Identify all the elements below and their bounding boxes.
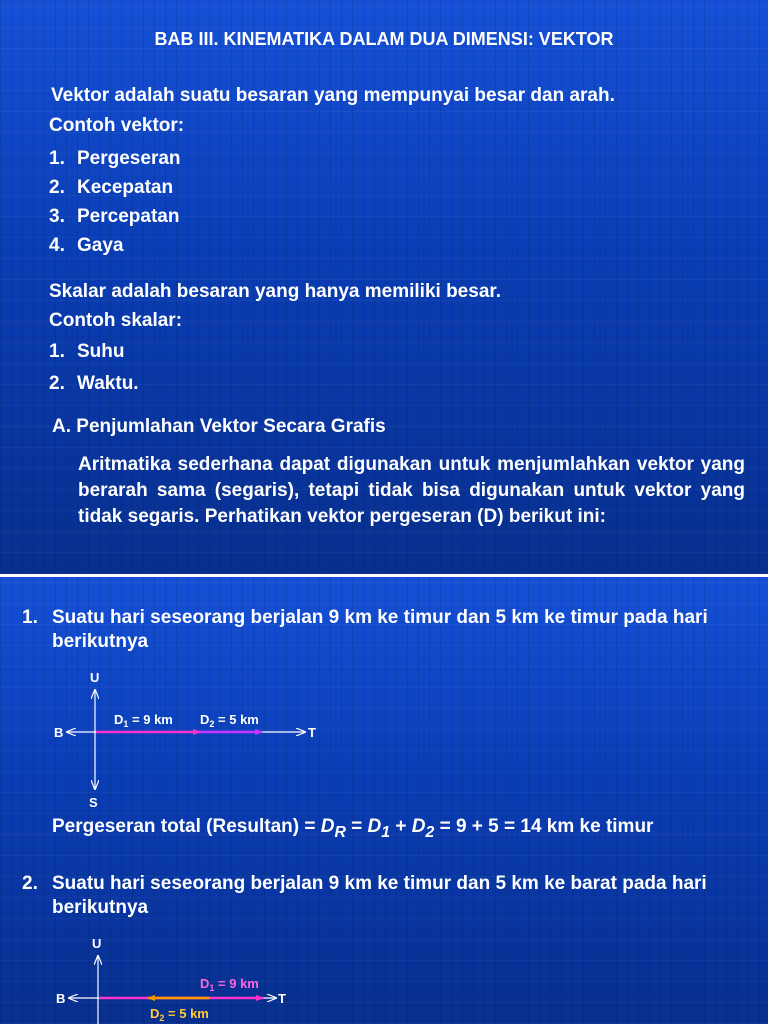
north-label: U	[90, 670, 100, 685]
scalar-definition: Skalar adalah besaran yang hanya memiliki besar.	[49, 281, 502, 302]
vector-definition: Vektor adalah suatu besaran yang mempunyai besar dan arah.	[51, 85, 615, 106]
list-item: 1. Suhu	[49, 341, 125, 362]
list-item: 1. Pergeseran	[49, 148, 181, 169]
d1-label: $D_1 = 9$ km	[200, 976, 259, 993]
list-item: 2. Waktu.	[49, 373, 139, 394]
list-item: 3. Percepatan	[49, 206, 180, 227]
section-paragraph: Aritmatika sederhana dapat digunakan untuk menjumlahkan vektor yang berarah sama (segaris), tetapi tidak bisa digunakan untuk vektor yang tidak segaris. Perhatikan vektor pergeseran (D) berikut ini:	[78, 454, 745, 527]
d2-label: $D_2 = 5$ km	[200, 712, 259, 729]
east-label: T	[308, 725, 316, 740]
north-label: U	[92, 936, 102, 951]
example-2-text: 2. Suatu hari seseorang berjalan 9 km ke timur dan 5 km ke barat pada hari berikutnya	[22, 873, 707, 918]
west-label: B	[54, 725, 64, 740]
east-label: T	[278, 991, 286, 1006]
vector-examples-heading: Contoh vektor:	[49, 115, 185, 136]
list-item: 4. Gaya	[49, 235, 124, 256]
d2-label: $D_2 = 5$ km	[150, 1006, 209, 1023]
example-1-text: 1. Suatu hari seseorang berjalan 9 km ke timur dan 5 km ke timur pada hari berikutnya	[22, 607, 708, 652]
scalar-examples-heading: Contoh skalar:	[49, 310, 183, 331]
d1-label: $D_1 = 9$ km	[114, 712, 173, 729]
section-heading: A. Penjumlahan Vektor Secara Grafis	[52, 416, 386, 437]
south-label: S	[89, 795, 98, 810]
slide-title: BAB III. KINEMATIKA DALAM DUA DIMENSI: VEKTOR	[154, 29, 614, 49]
west-label: B	[56, 991, 66, 1006]
list-item: 2. Kecepatan	[49, 177, 174, 198]
resultant-formula: Pergeseran total (Resultan) = $D_R = D_1 + D_2 = 9 + 5 = 14$ km ke timur	[52, 816, 654, 841]
